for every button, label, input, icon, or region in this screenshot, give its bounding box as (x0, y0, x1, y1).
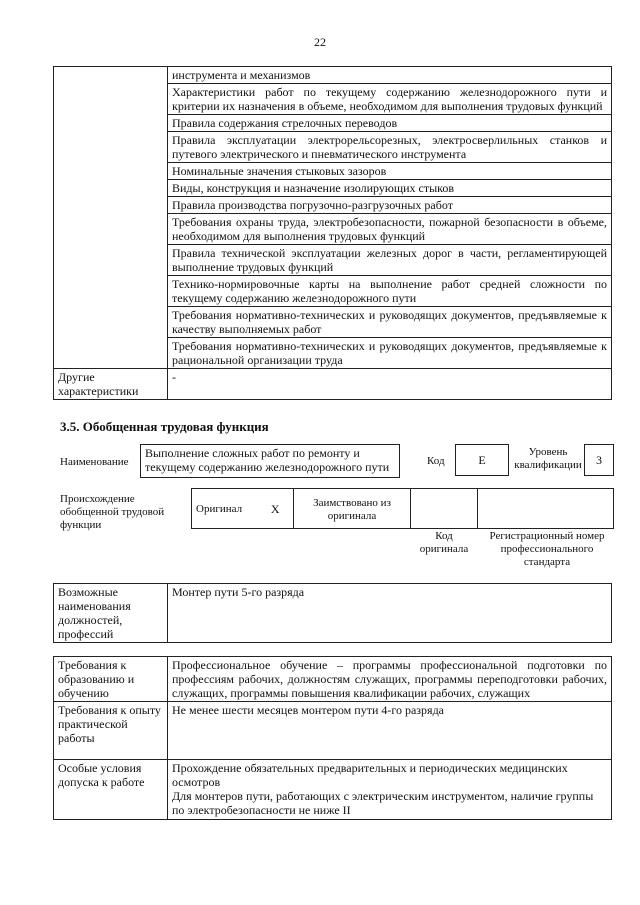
knowledge-item: Требования нормативно-технических и руководящих документов, предъявляемые к рациональной организации труда (168, 338, 612, 369)
knowledge-item: Требования нормативно-технических и руководящих документов, предъявляемые к качеству выполняемых работ (168, 307, 612, 338)
requirement-value-cell (168, 760, 612, 820)
requirement-label: Требования к образованию и обучению (54, 657, 168, 702)
borrowed-label: Заимствовано из оригинала (294, 489, 411, 529)
knowledge-label-cell (54, 67, 168, 369)
job-titles-value: Монтер пути 5-го разряда (168, 584, 612, 643)
code-label: Код (427, 455, 445, 467)
knowledge-table (53, 66, 612, 400)
job-titles-label: Возможные наименования должностей, профессий (54, 584, 168, 643)
requirement-value: Профессиональное обучение – программы профессиональной подготовки по профессиям рабочих, должностям служащих, программы переподготовки рабочих, служащих, программы повышения квалификации рабочих, служащих (168, 657, 612, 702)
original-label: Оригинал (192, 489, 258, 529)
knowledge-item: Правила содержания стрелочных переводов (168, 115, 612, 132)
knowledge-item: Требования охраны труда, электробезопасности, пожарной безопасности в объеме, необходимом для выполнения трудовых функций (168, 214, 612, 245)
job-titles-table (53, 583, 612, 643)
knowledge-item: Технико-нормировочные карты на выполнение работ средней сложности по текущему содержанию железнодорожного пути (168, 276, 612, 307)
other-characteristics-label: Другие характеристики (54, 369, 168, 400)
knowledge-item: Правила производства погрузочно-разгрузочных работ (168, 197, 612, 214)
other-characteristics-value: - (168, 369, 612, 400)
code-value: E (455, 444, 509, 476)
original-mark: X (258, 489, 294, 529)
registration-number-caption: Регистрационный номер профессионального стандарта (489, 530, 605, 568)
knowledge-item: Номинальные значения стыковых зазоров (168, 163, 612, 180)
name-value: Выполнение сложных работ по ремонту и текущему содержанию железнодорожного пути (140, 444, 400, 478)
qualification-level-value: 3 (584, 444, 614, 476)
original-code-cell (411, 489, 478, 529)
section-title: 3.5. Обобщенная трудовая функция (60, 419, 269, 434)
requirement-label: Особые условия допуска к работе (54, 760, 168, 820)
origin-label: Происхождение обобщенной трудовой функции (60, 493, 165, 531)
knowledge-item: Характеристики работ по текущему содержанию железнодорожного пути и критерии их назначения в объеме, необходимом для выполнения трудовых функций (168, 84, 612, 115)
requirement-label: Требования к опыту практической работы (54, 702, 168, 760)
page-number: 22 (314, 35, 326, 49)
knowledge-item: инструмента и механизмов (168, 67, 612, 84)
qualification-level-label: Уровень квалификации (514, 446, 582, 471)
requirement-value-extra: Для монтеров пути, работающих с электрическим инструментом, наличие группы по электробезопасности не ниже II (172, 789, 594, 817)
requirement-value: Прохождение обязательных предварительных и периодических медицинских осмотров (172, 761, 568, 789)
original-code-caption: Код оригинала (419, 530, 469, 555)
knowledge-item: Правила технической эксплуатации железных дорог в части, регламентирующей выполнение трудовых функций (168, 245, 612, 276)
requirement-value: Не менее шести месяцев монтером пути 4-го разряда (168, 702, 612, 760)
requirements-table (53, 656, 612, 820)
registration-number-cell (478, 489, 614, 529)
knowledge-item: Правила эксплуатации электрорельсорезных, электросверлильных станков и путевого электрического и пневматического инструмента (168, 132, 612, 163)
name-label: Наименование (60, 456, 129, 468)
knowledge-item: Виды, конструкция и назначение изолирующих стыков (168, 180, 612, 197)
origin-table (191, 488, 614, 529)
